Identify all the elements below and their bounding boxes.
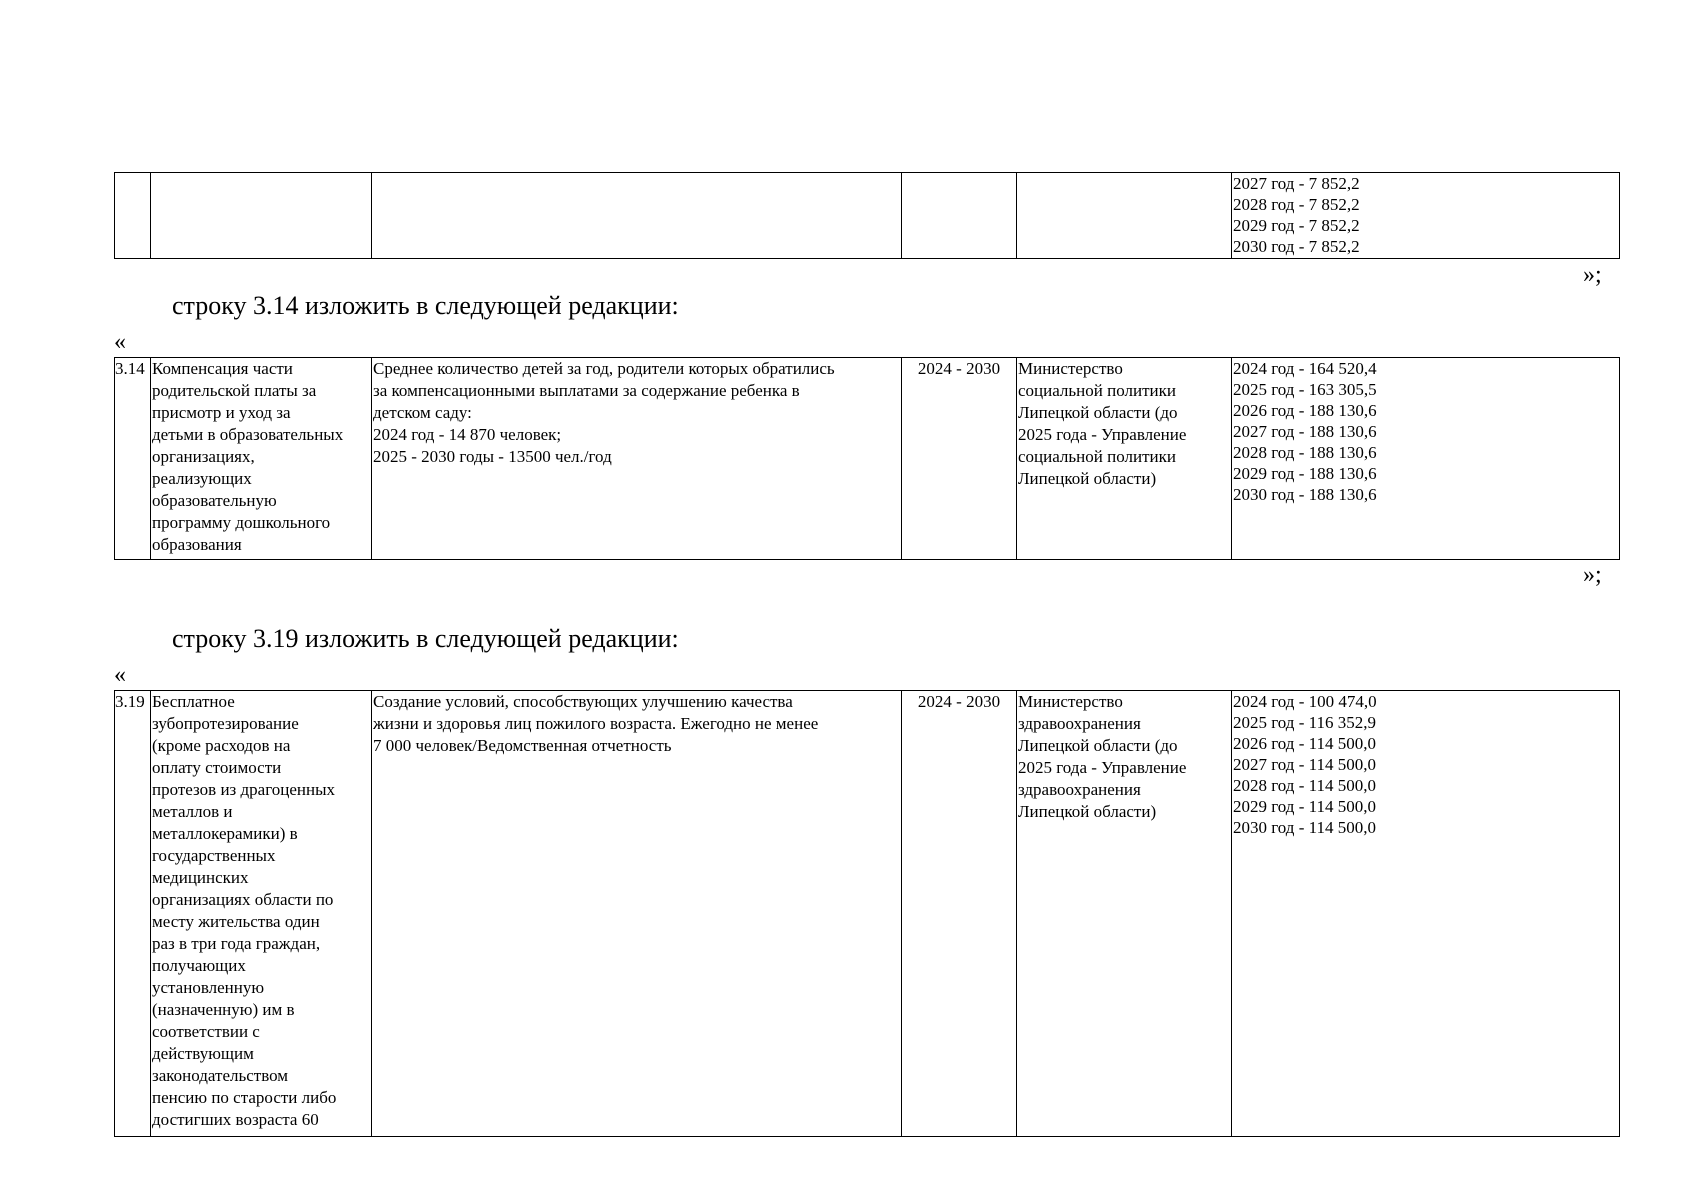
funding-line: 2026 год - 114 500,0 xyxy=(1233,734,1376,753)
name-line: детьми в образовательных xyxy=(152,425,344,444)
table-row xyxy=(115,173,1620,259)
name-line: организациях, xyxy=(152,447,255,466)
executor-line: Липецкой области (до xyxy=(1018,736,1178,755)
opening-quote: « xyxy=(114,329,126,355)
executor-line: Министерство xyxy=(1018,359,1123,378)
name-line: Компенсация части xyxy=(152,359,293,378)
cell-name xyxy=(151,358,372,560)
cell-num: 3.19 xyxy=(115,691,151,1137)
cell-indicator xyxy=(372,358,902,560)
table-row xyxy=(115,358,1620,560)
cell-period: 2024 - 2030 xyxy=(902,358,1017,560)
table-row-314 xyxy=(114,357,1620,560)
funding-line: 2028 год - 114 500,0 xyxy=(1233,776,1376,795)
name-line: программу дошкольного xyxy=(152,513,331,532)
executor-line: здравоохранения xyxy=(1018,714,1141,733)
funding-line: 2026 год - 188 130,6 xyxy=(1233,401,1377,420)
executor-line: 2025 года - Управление xyxy=(1018,425,1187,444)
name-line: (назначенную) им в xyxy=(152,1000,295,1019)
funding-line: 2027 год - 7 852,2 xyxy=(1233,174,1360,193)
indicator-line: Среднее количество детей за год, родители которых обратились xyxy=(373,359,835,378)
cell-period: 2024 - 2030 xyxy=(902,691,1017,1137)
cell-period xyxy=(902,173,1017,259)
cell-indicator xyxy=(372,173,902,259)
cell-num: 3.14 xyxy=(115,358,151,560)
executor-line: Липецкой области) xyxy=(1018,469,1157,488)
name-line: установленную xyxy=(152,978,265,997)
indicator-line: детском саду: xyxy=(373,403,472,422)
executor-line: Министерство xyxy=(1018,692,1123,711)
funding-line: 2024 год - 164 520,4 xyxy=(1233,359,1377,378)
cell-executor xyxy=(1017,173,1232,259)
indicator-line: 7 000 человек/Ведомственная отчетность xyxy=(373,736,672,755)
name-line: (кроме расходов на xyxy=(152,736,291,755)
cell-funding xyxy=(1232,358,1620,560)
cell-name xyxy=(151,691,372,1137)
name-line: действующим xyxy=(152,1044,254,1063)
name-line: законодательством xyxy=(152,1066,289,1085)
funding-line: 2029 год - 114 500,0 xyxy=(1233,797,1376,816)
heading-314: строку 3.14 изложить в следующей редакции: xyxy=(172,291,679,320)
name-line: пенсию по старости либо xyxy=(152,1088,337,1107)
cell-executor xyxy=(1017,358,1232,560)
name-line: достигших возраста 60 xyxy=(152,1110,319,1129)
name-line: реализующих xyxy=(152,469,252,488)
executor-line: 2025 года - Управление xyxy=(1018,758,1187,777)
name-line: зубопротезирование xyxy=(152,714,299,733)
name-line: металлокерамики) в xyxy=(152,824,298,843)
name-line: месту жительства один xyxy=(152,912,320,931)
cell-indicator xyxy=(372,691,902,1137)
executor-line: Липецкой области (до xyxy=(1018,403,1178,422)
indicator-line: Создание условий, способствующих улучшению качества xyxy=(373,692,793,711)
funding-line: 2027 год - 188 130,6 xyxy=(1233,422,1377,441)
table-previous-row xyxy=(114,172,1620,259)
funding-line: 2029 год - 7 852,2 xyxy=(1233,216,1360,235)
cell-num xyxy=(115,173,151,259)
opening-quote: « xyxy=(114,662,126,688)
cell-funding xyxy=(1232,691,1620,1137)
name-line: Бесплатное xyxy=(152,692,235,711)
table-row-319 xyxy=(114,690,1620,1137)
cell-funding xyxy=(1232,173,1620,259)
cell-executor xyxy=(1017,691,1232,1137)
indicator-line: жизни и здоровья лиц пожилого возраста. Ежегодно не менее xyxy=(373,714,819,733)
funding-line: 2024 год - 100 474,0 xyxy=(1233,692,1377,711)
indicator-line: 2025 - 2030 годы - 13500 чел./год xyxy=(373,447,612,466)
table-row xyxy=(115,691,1620,1137)
executor-line: социальной политики xyxy=(1018,447,1176,466)
funding-line: 2027 год - 114 500,0 xyxy=(1233,755,1376,774)
cell-name xyxy=(151,173,372,259)
funding-line: 2030 год - 7 852,2 xyxy=(1233,237,1360,256)
name-line: образовательную xyxy=(152,491,277,510)
name-line: медицинских xyxy=(152,868,249,887)
executor-line: Липецкой области) xyxy=(1018,802,1157,821)
indicator-line: 2024 год - 14 870 человек; xyxy=(373,425,562,444)
name-line: соответствии с xyxy=(152,1022,260,1041)
funding-line: 2030 год - 188 130,6 xyxy=(1233,485,1377,504)
funding-line: 2029 год - 188 130,6 xyxy=(1233,464,1377,483)
name-line: организациях области по xyxy=(152,890,334,909)
name-line: оплату стоимости xyxy=(152,758,282,777)
name-line: получающих xyxy=(152,956,246,975)
funding-line: 2030 год - 114 500,0 xyxy=(1233,818,1376,837)
name-line: государственных xyxy=(152,846,276,865)
name-line: присмотр и уход за xyxy=(152,403,291,422)
executor-line: социальной политики xyxy=(1018,381,1176,400)
name-line: металлов и xyxy=(152,802,233,821)
funding-line: 2025 год - 163 305,5 xyxy=(1233,380,1377,399)
funding-line: 2028 год - 188 130,6 xyxy=(1233,443,1377,462)
name-line: образования xyxy=(152,535,242,554)
indicator-line: за компенсационными выплатами за содержание ребенка в xyxy=(373,381,800,400)
heading-319: строку 3.19 изложить в следующей редакции: xyxy=(172,624,679,653)
name-line: протезов из драгоценных xyxy=(152,780,336,799)
funding-line: 2025 год - 116 352,9 xyxy=(1233,713,1376,732)
executor-line: здравоохранения xyxy=(1018,780,1141,799)
funding-line: 2028 год - 7 852,2 xyxy=(1233,195,1360,214)
name-line: раз в три года граждан, xyxy=(152,934,321,953)
closing-quote: »; xyxy=(1583,562,1602,588)
closing-quote: »; xyxy=(1583,262,1602,288)
name-line: родительской платы за xyxy=(152,381,317,400)
